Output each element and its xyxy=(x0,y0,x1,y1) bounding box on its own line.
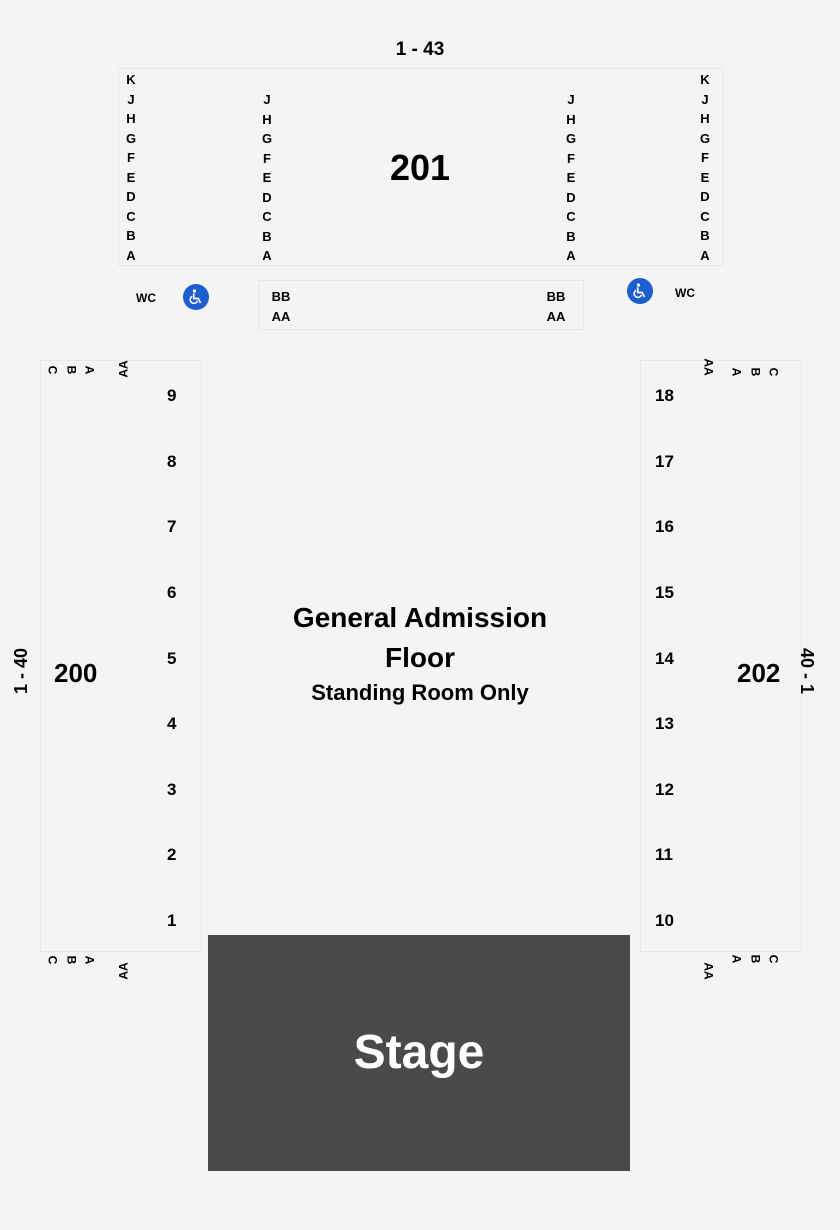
row-label: BB xyxy=(271,289,291,304)
row-label: G xyxy=(565,131,577,146)
row-label: A xyxy=(82,365,97,375)
wheelchair-label-left: WC xyxy=(136,291,156,305)
box-4[interactable]: 4 xyxy=(167,714,177,733)
section-201-rows-left-inner xyxy=(258,90,276,266)
row-label: F xyxy=(127,150,135,165)
row-label: C xyxy=(700,208,710,224)
row-label: H xyxy=(126,111,136,126)
row-label: J xyxy=(263,92,271,107)
row-label: E xyxy=(126,169,136,185)
row-label: G xyxy=(125,130,137,146)
floor-subtitle: Standing Room Only xyxy=(311,680,529,705)
box-3[interactable]: 3 xyxy=(167,780,177,799)
row-label: AA xyxy=(271,309,291,324)
box-1[interactable]: 1 xyxy=(167,911,177,930)
box-2[interactable]: 2 xyxy=(167,845,177,864)
row-label: AA xyxy=(116,962,131,980)
wheelchair-icon[interactable] xyxy=(627,278,653,304)
stage xyxy=(208,935,630,1171)
row-label: C xyxy=(126,208,136,224)
row-label: D xyxy=(700,189,710,204)
row-label: E xyxy=(566,170,576,185)
box-16[interactable]: 16 xyxy=(655,517,674,536)
row-label: AA xyxy=(546,309,566,324)
box-13[interactable]: 13 xyxy=(655,714,674,733)
row-label: A xyxy=(126,247,136,263)
floor-title-line1[interactable]: General Admission xyxy=(292,602,548,633)
row-label: C xyxy=(45,365,60,375)
row-label: G xyxy=(261,131,273,146)
row-label: BB xyxy=(546,289,566,304)
box-11[interactable]: 11 xyxy=(655,845,673,864)
row-label: G xyxy=(699,130,711,146)
row-label: AA xyxy=(116,360,131,378)
box-5[interactable]: 5 xyxy=(167,649,177,668)
wheelchair-label-right: WC xyxy=(675,286,695,300)
row-label: B xyxy=(700,228,710,243)
row-label: A xyxy=(729,367,744,377)
row-label: A xyxy=(262,248,272,263)
row-label: B xyxy=(748,954,763,964)
row-label: D xyxy=(566,189,576,205)
row-label: E xyxy=(700,169,710,185)
row-label: B xyxy=(64,365,79,375)
box-8[interactable]: 8 xyxy=(167,452,177,471)
row-label: A xyxy=(700,247,710,263)
row-label: J xyxy=(127,91,135,107)
row-label: D xyxy=(126,189,136,204)
row-label: C xyxy=(766,367,781,377)
section-200-seat-range: 1 - 40 xyxy=(11,647,32,695)
row-label: K xyxy=(700,72,710,87)
row-label: AA xyxy=(701,962,716,980)
row-label: A xyxy=(566,248,576,263)
row-label: D xyxy=(262,189,272,205)
row-label: K xyxy=(126,72,136,87)
row-label: B xyxy=(126,228,136,243)
row-label: C xyxy=(766,954,781,964)
row-label: H xyxy=(566,111,576,127)
row-label: F xyxy=(567,150,575,166)
row-label: B xyxy=(748,367,763,377)
section-202-rows-bottom xyxy=(729,945,781,973)
section-202-rows-top xyxy=(729,358,781,386)
section-202-seat-range: 40 - 1 xyxy=(797,647,818,695)
stage-label: Stage xyxy=(353,1026,485,1079)
section-201-front-outline xyxy=(258,280,584,330)
row-label: J xyxy=(701,91,709,107)
row-label: H xyxy=(262,111,272,127)
row-label: B xyxy=(262,228,272,244)
row-label: C xyxy=(566,209,576,224)
floor-title-line2[interactable]: Floor xyxy=(385,642,455,673)
row-label: E xyxy=(262,170,272,185)
section-201-front-rows-left xyxy=(268,287,294,327)
section-202-label[interactable]: 202 xyxy=(737,658,781,688)
section-201-rows-right-outer xyxy=(696,70,714,265)
row-label: B xyxy=(566,228,576,244)
box-10[interactable]: 10 xyxy=(655,911,674,930)
section-200-label[interactable]: 200 xyxy=(54,658,98,688)
box-12[interactable]: 12 xyxy=(655,780,674,799)
row-label: F xyxy=(263,150,271,166)
section-200-rows-bottom xyxy=(45,948,97,972)
row-label: B xyxy=(64,955,79,965)
row-label: AA xyxy=(701,358,716,376)
box-7[interactable]: 7 xyxy=(167,517,177,536)
section-201-front-rows-right xyxy=(543,287,569,327)
row-label: J xyxy=(567,92,575,107)
section-200-rows-top xyxy=(45,358,97,382)
wheelchair-icon[interactable] xyxy=(183,284,209,310)
row-label: F xyxy=(701,150,709,165)
section-201-label[interactable]: 201 xyxy=(389,147,451,188)
row-label: C xyxy=(262,209,272,224)
box-6[interactable]: 6 xyxy=(167,583,177,602)
row-label: A xyxy=(82,955,97,965)
box-9[interactable]: 9 xyxy=(167,386,177,405)
box-14[interactable]: 14 xyxy=(655,649,674,668)
row-label: A xyxy=(729,954,744,964)
box-17[interactable]: 17 xyxy=(655,452,674,471)
box-15[interactable]: 15 xyxy=(655,583,674,602)
row-label: H xyxy=(700,111,710,126)
section-201-seat-range: 1 - 43 xyxy=(395,39,445,60)
box-18[interactable]: 18 xyxy=(655,386,674,405)
row-label: C xyxy=(45,955,60,965)
section-201-rows-left-outer xyxy=(122,70,140,265)
section-201-rows-right-inner xyxy=(562,90,580,266)
